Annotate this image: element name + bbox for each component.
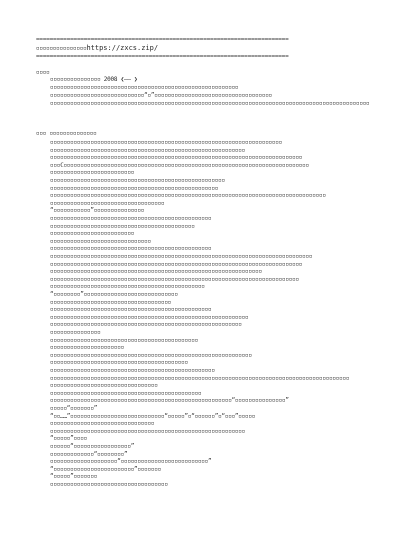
text-line: “▫▫▫▫▫”▫▫▫▫▫▫▫ (50, 473, 98, 481)
text-line: ▫▫▫▫▫▫▫▫▫▫▫▫▫▫▫▫▫▫▫▫▫▫▫▫▫▫▫▫▫▫▫▫▫▫▫▫▫▫▫▫▫▫▫▫▫▫▫▫▫▫▫▫▫▫▫▫▫▫▫▫▫▫▫▫▫▫▫▫▫▫▫▫▫▫▫ (50, 154, 303, 162)
text-line: ▫▫▫▫▫▫▫▫▫▫▫▫▫▫▫▫▫▫▫▫▫▫▫▫▫▫▫▫▫▫ (50, 237, 151, 245)
text-line: ▫▫▫▫▫▫▫▫▫▫▫▫▫▫▫▫▫▫▫▫▫▫▫▫▫▫▫▫▫▫▫▫▫▫▫▫▫▫▫▫▫▫▫▫▫ (50, 389, 202, 397)
text-line: ▫▫▫▫▫▫▫▫▫▫▫▫▫▫▫▫▫▫▫▫▫▫▫▫▫▫▫▫▫▫▫▫▫▫▫▫▫▫▫▫▫▫▫▫▫▫▫▫▫▫▫▫▫▫“▫▫▫▫▫▫▫▫▫▫▫▫▫▫▫” (50, 397, 289, 405)
text-line: ▫▫▫▫▫“▫▫▫▫▫▫▫” (50, 405, 98, 412)
site-url: https://zxcs.zip/ (86, 44, 159, 52)
meta-line: ▫▫▫▫▫▫▫▫▫▫▫▫▫▫▫▫▫▫▫▫▫▫▫▫▫▫▫▫▫▫▫▫▫▫▫▫▫▫▫▫▫▫▫▫▫▫▫▫▫▫▫▫▫▫▫▫▫▫▫▫▫▫▫▫▫▫▫▫▫▫▫▫▫▫▫▫▫▫▫▫▫▫▫▫▫▫▫▫▫▫▫▫▫▫▫ (50, 100, 370, 107)
text-line: ▫▫▫▫▫▫▫▫▫▫▫▫▫▫▫▫▫▫▫▫▫▫▫▫▫ (50, 230, 135, 238)
text-line: ▫▫▫▫▫▫▫▫▫▫▫▫▫▫▫▫▫▫▫▫▫▫▫▫▫▫▫▫▫▫▫▫ (50, 382, 158, 390)
text-line: ▫▫▫▫▫▫▫▫▫▫▫▫▫▫▫▫▫▫▫▫▫▫▫▫▫▫▫▫▫▫▫▫▫▫▫▫▫▫▫▫▫▫▫▫▫▫▫▫▫▫▫▫▫▫▫▫▫▫▫▫▫▫▫▫▫▫▫▫▫▫▫▫▫▫▫▫▫▫▫▫▫▫ (50, 192, 326, 200)
text-line: ▫▫▫▫▫▫▫▫▫▫▫▫▫▫▫▫▫▫▫▫▫▫▫▫▫▫▫▫▫▫▫▫▫▫▫▫▫▫▫▫▫▫▫▫▫▫▫▫▫ (50, 367, 215, 374)
text-line: ▫▫▫▫▫▫▫▫▫▫▫▫▫▫▫▫▫▫▫▫▫▫▫▫▫▫▫▫▫▫▫▫▫▫▫▫▫▫▫▫▫▫▫▫▫▫▫▫▫▫▫▫▫▫▫▫▫▫ (50, 427, 246, 435)
meta-line: ▫▫▫▫▫▫▫▫▫▫▫▫▫▫▫▫▫▫▫▫▫▫▫▫▫▫▫▫“▫”▫▫▫▫▫▫▫▫▫▫▫▫▫▫▫▫▫▫▫▫▫▫▫▫▫▫▫▫▫▫▫▫▫▫▫ (50, 92, 272, 99)
text-line: ▫▫▫▫▫▫▫▫▫▫▫▫▫▫▫▫▫▫▫▫▫▫▫▫▫▫▫▫▫▫▫▫▫▫▫▫▫▫▫▫▫▫▫▫▫▫▫▫▫▫▫▫▫▫▫▫▫▫▫▫▫▫▫▫▫▫▫▫▫▫▫▫▫▫▫ (50, 260, 303, 268)
meta-line: ▫▫▫▫▫▫▫▫▫▫▫▫▫▫▫ 2008 ❮—— ❯ (50, 76, 138, 83)
text-line: ▫▫▫▫▫▫▫▫▫▫▫▫▫▫▫▫▫▫▫▫▫▫▫▫▫▫▫▫▫▫▫▫▫▫▫▫▫▫▫▫▫ (50, 359, 188, 367)
text-line: ▫▫▫▫▫▫▫▫▫▫▫▫▫▫▫▫▫▫▫▫▫▫▫▫▫▫▫▫▫▫▫▫▫▫▫▫▫▫▫▫▫▫▫ (50, 222, 195, 230)
text-line: ▫▫▫▫▫▫▫▫▫▫▫▫▫▫▫▫▫▫▫▫▫▫▫▫▫▫▫▫▫▫▫▫▫▫▫▫▫▫▫▫▫▫▫▫▫▫▫▫▫▫▫▫▫▫▫▫▫▫▫▫▫▫▫▫▫▫▫▫▫▫▫▫▫▫ (50, 275, 299, 283)
section-heading: ▫▫▫ ▫▫▫▫▫▫▫▫▫▫▫▫▫▫ (36, 130, 97, 137)
meta-line: ▫▫▫▫▫▫▫▫▫▫▫▫▫▫▫▫▫▫▫▫▫▫▫▫▫▫▫▫▫▫▫▫▫▫▫▫▫▫▫▫▫▫▫▫▫▫▫▫▫▫▫▫▫▫▫▫ (50, 84, 239, 91)
text-line: ▫▫▫▫▫▫▫▫▫▫▫▫▫▫▫▫▫▫▫▫▫▫▫▫▫▫▫▫▫▫▫▫▫▫▫▫▫▫▫▫▫▫▫▫▫▫▫▫ (50, 245, 212, 253)
text-line: ▫▫▫▫▫▫▫▫▫▫▫▫▫▫▫▫▫▫▫▫▫▫▫▫▫▫▫▫▫▫▫▫▫▫▫▫▫▫▫▫▫▫▫▫▫▫▫▫▫▫▫▫▫▫▫▫▫▫▫▫▫▫▫ (50, 268, 262, 276)
text-line: ▫▫▫▫▫▫▫▫▫▫▫▫▫▫▫▫▫▫▫▫▫▫▫▫▫▫▫▫▫▫▫▫▫▫▫▫▫▫▫▫▫▫▫▫▫▫▫▫ (50, 215, 212, 222)
text-line: ▫▫▫▫▫▫▫▫▫▫▫▫▫▫▫▫▫▫▫▫▫▫▫▫▫▫▫▫▫▫▫▫▫▫▫▫▫▫▫▫▫▫▫▫▫▫▫▫▫▫▫▫ (50, 177, 225, 184)
text-line: “▫▫……”▫▫▫▫▫▫▫▫▫▫▫▫▫▫▫▫▫▫▫▫▫▫▫▫▫▫▫▫“▫▫▫▫▫”▫“▫▫▫▫▫▫”▫“▫▫▫”▫▫▫▫▫ (50, 412, 256, 420)
text-line: ▫▫▫▫▫▫▫▫▫▫▫▫▫▫▫▫▫▫▫▫▫▫▫▫▫▫▫▫▫▫▫▫▫▫▫▫▫▫▫▫▫▫▫▫▫▫▫▫▫▫▫▫▫▫▫▫▫ (50, 321, 242, 329)
text-line: ▫▫▫▫▫▫▫▫▫▫▫▫▫▫▫ (50, 329, 101, 336)
text-line: ▫▫▫▫▫▫▫▫▫▫▫▫▫▫▫▫▫▫▫▫▫▫▫▫▫▫▫▫▫▫▫▫▫▫▫▫▫▫▫▫▫▫▫▫▫▫▫▫▫▫▫▫▫▫▫▫▫▫▫▫▫▫▫▫▫▫▫▫▫ (50, 139, 282, 146)
text-line: ▫▫▫ℂ▫▫▫▫▫▫▫▫▫▫▫▫▫▫▫▫▫▫▫▫▫▫▫▫▫▫▫▫▫▫▫▫▫▫▫▫▫▫▫▫▫▫▫▫▫▫▫▫▫▫▫▫▫▫▫▫▫▫▫▫▫▫▫▫▫▫▫▫▫▫▫▫▫ (50, 161, 309, 169)
text-line: “▫▫▫▫▫▫▫▫▫▫▫▫▫▫▫▫▫▫▫▫▫▫▫▫”▫▫▫▫▫▫▫ (50, 465, 161, 473)
text-line: ▫▫▫▫▫▫▫▫▫▫▫▫▫▫▫▫▫▫▫▫▫▫▫▫▫▫▫▫▫▫▫▫▫▫▫▫▫▫▫▫▫▫▫▫▫▫▫▫▫▫▫▫▫▫▫▫▫▫ (50, 146, 246, 154)
text-line: ▫▫▫▫▫▫▫▫▫▫▫▫▫▫▫▫▫▫▫▫▫▫ (50, 344, 124, 352)
header-title (36, 45, 158, 52)
header-rule-top: ========================================================================== (36, 36, 289, 43)
header-rule-bottom: ========================================================================== (36, 53, 289, 60)
text-line: ▫▫▫▫▫▫▫▫▫▫▫▫▫“▫▫▫▫▫▫▫▫” (50, 450, 128, 458)
text-line: ▫▫▫▫▫▫▫▫▫▫▫▫▫▫▫▫▫▫▫▫▫▫▫▫▫ (50, 169, 135, 177)
header-title-prefix: ▫▫▫▫▫▫▫▫▫▫▫▫▫▫▫ (36, 45, 87, 52)
text-line: ▫▫▫▫▫▫▫▫▫▫▫▫▫▫▫▫▫▫▫▫▫▫▫▫▫▫▫▫▫▫▫ (50, 420, 155, 428)
text-line: “▫▫▫▫▫▫▫▫▫▫▫”▫▫▫▫▫▫▫▫▫▫▫▫▫▫▫ (50, 207, 145, 215)
text-line: ▫▫▫▫▫▫▫▫▫▫▫▫▫▫▫▫▫▫▫▫▫▫▫▫▫▫▫▫▫▫▫▫▫▫▫▫▫▫▫▫▫▫▫▫▫▫▫▫▫▫ (50, 184, 219, 192)
text-line: ▫▫▫▫▫▫▫▫▫▫▫▫▫▫▫▫▫▫▫▫▫▫▫▫▫▫▫▫▫▫▫▫▫▫▫▫▫▫▫▫▫▫▫▫ (50, 336, 198, 344)
text-line: ▫▫▫▫▫▫“▫▫▫▫▫▫▫▫▫▫▫▫▫▫▫▫▫” (50, 443, 135, 450)
text-line: ▫▫▫▫▫▫▫▫▫▫▫▫▫▫▫▫▫▫▫▫▫▫▫▫▫▫▫▫▫▫▫▫▫▫▫ (50, 481, 168, 488)
text-line: “▫▫▫▫▫▫▫▫”▫▫▫▫▫▫▫▫▫▫▫▫▫▫▫▫▫▫▫▫▫▫▫▫▫▫▫▫ (50, 291, 178, 298)
text-line: “▫▫▫▫▫”▫▫▫▫ (50, 435, 87, 443)
text-line: ▫▫▫▫▫▫▫▫▫▫▫▫▫▫▫▫▫▫▫▫▫▫▫▫▫▫▫▫▫▫▫▫▫▫▫▫▫▫▫▫▫▫▫▫▫▫▫▫▫▫▫▫▫▫▫▫▫▫▫▫▫▫▫▫▫▫▫▫▫▫▫▫▫▫▫▫▫▫ (50, 253, 313, 260)
meta-label: ▫▫▫▫ (36, 69, 50, 76)
text-line: ▫▫▫▫▫▫▫▫▫▫▫▫▫▫▫▫▫▫▫▫▫▫▫▫▫▫▫▫▫▫▫▫▫▫▫▫▫▫▫▫▫▫▫▫▫▫▫▫ (50, 306, 212, 314)
text-line: ▫▫▫▫▫▫▫▫▫▫▫▫▫▫▫▫▫▫▫▫▫▫▫▫▫▫▫▫▫▫▫▫▫▫▫▫▫▫▫▫▫▫▫▫▫▫▫▫▫▫▫▫▫▫▫▫▫▫▫▫ (50, 351, 252, 359)
text-line: ▫▫▫▫▫▫▫▫▫▫▫▫▫▫▫▫▫▫▫▫▫▫▫▫▫▫▫▫▫▫▫▫▫▫▫▫▫▫▫▫▫▫▫▫▫▫▫▫▫▫▫▫▫▫▫▫▫▫▫▫▫▫▫▫▫▫▫▫▫▫▫▫▫▫▫▫▫▫▫▫▫▫▫▫▫▫▫▫▫ (50, 374, 350, 382)
text-line: ▫▫▫▫▫▫▫▫▫▫▫▫▫▫▫▫▫▫▫▫▫▫▫▫▫▫▫▫▫▫▫▫▫▫▫▫▫▫▫▫▫▫▫▫▫▫ (50, 283, 205, 291)
text-line: ▫▫▫▫▫▫▫▫▫▫▫▫▫▫▫▫▫▫▫▫▫▫▫▫▫▫▫▫▫▫▫▫▫▫▫▫ (50, 298, 172, 306)
text-line: ▫▫▫▫▫▫▫▫▫▫▫▫▫▫▫▫▫▫▫▫▫▫▫▫▫▫▫▫▫▫▫▫▫▫ (50, 199, 165, 207)
text-line: ▫▫▫▫▫▫▫▫▫▫▫▫▫▫▫▫▫▫▫▫“▫▫▫▫▫▫▫▫▫▫▫▫▫▫▫▫▫▫▫▫▫▫▫▫▫▫” (50, 458, 212, 466)
text-line: ▫▫▫▫▫▫▫▫▫▫▫▫▫▫▫▫▫▫▫▫▫▫▫▫▫▫▫▫▫▫▫▫▫▫▫▫▫▫▫▫▫▫▫▫▫▫▫▫▫▫▫▫▫▫▫▫▫▫▫ (50, 313, 249, 321)
